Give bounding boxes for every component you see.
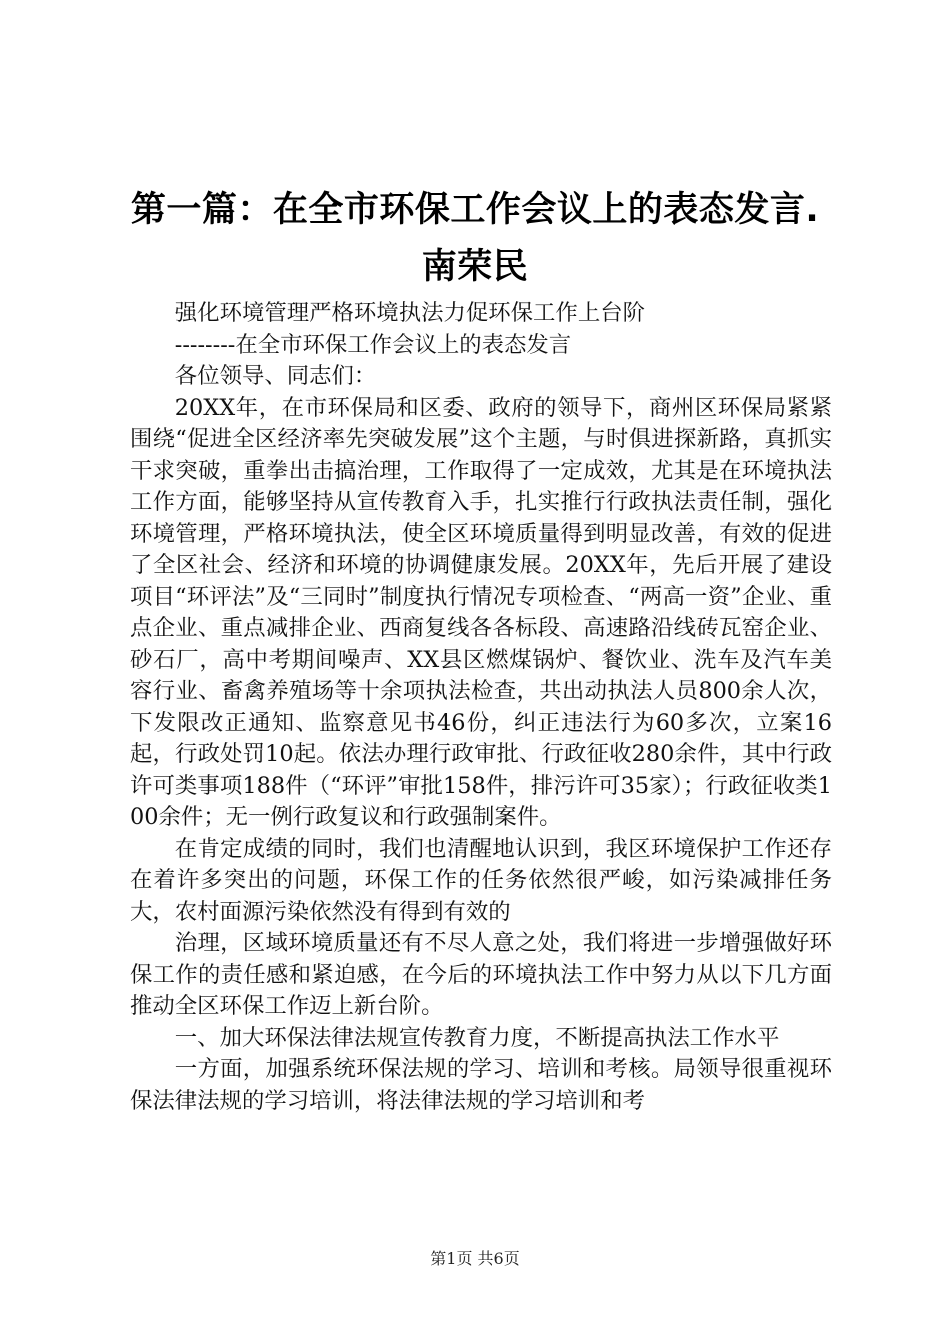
- body-paragraph: 20XX年，在市环保局和区委、政府的领导下，商州区环保局紧紧围绕“促进全区经济率先突破发展”这个主题，与时俱进探新路，真抓实干求突破，重拳出击搞治理，工作取得了一定成效，尤其是在环境执法工作方面，能够坚持从宣传教育入手，扎实推行行政执法责任制，强化环境管理，严格环境执法，使全区环境质量得到明显改善，有效的促进了全区社会、经济和环境的协调健康发展。20XX年，先后开展了建设项目“环评法”及“三同时”制度执行情况专项检查、“两高一资”企业、重点企业、重点减排企业、西商复线各各标段、高速路沿线砖瓦窑企业、砂石厂，高中考期间噪声、XX县区燃煤锅炉、餐饮业、洗车及汽车美容行业、畜禽养殖场等十余项执法检查，共出动执法人员800余人次，下发限改正通知、监察意见书46份，纠正违法行为60多次，立案16起，行政处罚10起。依法办理行政审批、行政征收280余件，其中行政许可类事项188件（“环评”审批158件，排污许可35家）；行政征收类100余件；无一例行政复议和行政强制案件。: [130, 394, 832, 830]
- document-body: [130, 298, 832, 1117]
- body-paragraph: 一方面，加强系统环保法规的学习、培训和考核。局领导很重视环保法律法规的学习培训，将法律法规的学习培训和考: [130, 1056, 832, 1114]
- subtitle-paragraph: 强化环境管理严格环境执法力促环保工作上台阶: [174, 300, 645, 326]
- subtitle-dash-paragraph: --------在全市环保工作会议上的表态发言: [174, 331, 572, 358]
- body-paragraph: 治理，区域环境质量还有不尽人意之处，我们将进一步增强做好环保工作的责任感和紧迫感，在今后的环境执法工作中努力从以下几方面推动全区环保工作迈上新台阶。: [130, 930, 832, 1019]
- salutation-paragraph: 各位领导、同志们：: [174, 363, 377, 389]
- document-title-line2: 南荣民: [421, 247, 529, 287]
- document-title-line1: 第一篇：在全市环保工作会议上的表态发言.: [130, 190, 820, 230]
- body-paragraph: 在肯定成绩的同时，我们也清醒地认识到，我区环境保护工作还存在着许多突出的问题，环保工作的任务依然很严峻，如污染减排任务大，农村面源污染依然没有得到有效的: [130, 835, 832, 925]
- page-number-footer: 第1页 共6页: [430, 1249, 520, 1268]
- section-heading: 一、加大环保法律法规宣传教育力度，不断提高执法工作水平: [174, 1024, 780, 1051]
